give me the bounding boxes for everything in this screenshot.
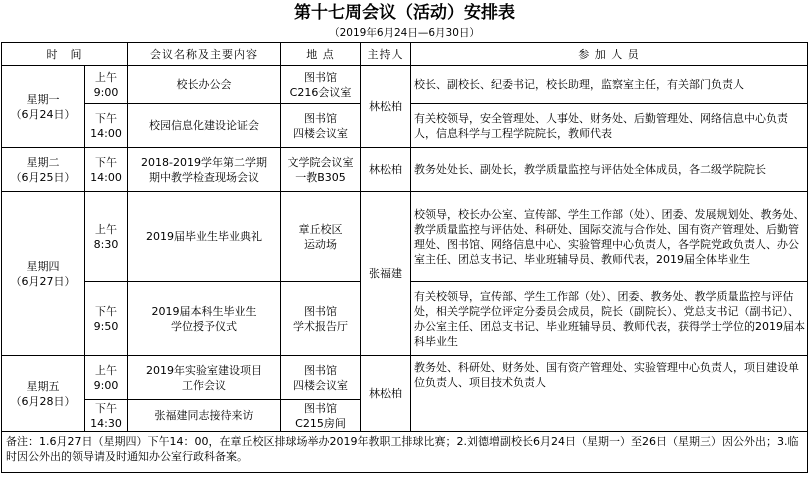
time-cell: 下午 14:30	[85, 400, 128, 432]
meeting-name: 张福建同志接待来访	[128, 400, 281, 432]
attendees-cell: 校长、副校长、纪委书记，校长助理，监察室主任，有关部门负责人	[411, 66, 808, 104]
col-header-host: 主持人	[361, 43, 411, 66]
time-cell: 上午 9:00	[85, 356, 128, 400]
attendees-cell: 教务处、科研处、财务处、国有资产管理处、实验管理中心负责人，项目建设单位负责人、项目技术负责人	[411, 356, 808, 432]
day-cell-thursday: 星期四 （6月27日）	[2, 192, 85, 356]
meeting-place: 图书馆 四楼会议室	[281, 104, 361, 148]
col-header-attendees: 参 加 人 员	[411, 43, 808, 66]
table-row	[2, 66, 808, 104]
table-row	[2, 356, 808, 400]
schedule-table	[1, 42, 808, 473]
table-header-row	[2, 43, 808, 66]
time-cell: 上午 9:00	[85, 66, 128, 104]
attendees-cell: 教务处处长、副处长，教学质量监控与评估处全体成员，各二级学院院长	[411, 148, 808, 192]
meeting-name: 2018-2019学年第二学期 期中教学检查现场会议	[128, 148, 281, 192]
attendees-cell: 校领导，校长办公室、宣传部、学生工作部（处）、团委、发展规划处、教务处、教学质量监控与评估处、科研处、国际交流与合作处、国有资产管理处、后勤管理处、图书馆、网络信息中心、实验管理中心负责人，各学院党政负责人、办公室主任、团总支书记、毕业班辅导员、教师代表，2019届全体毕业生	[411, 192, 808, 282]
meeting-name: 2019届毕业生毕业典礼	[128, 192, 281, 282]
meeting-place: 图书馆 C216会议室	[281, 66, 361, 104]
meeting-place: 章丘校区 运动场	[281, 192, 361, 282]
meeting-name: 校园信息化建设论证会	[128, 104, 281, 148]
col-header-time: 时 间	[2, 43, 128, 66]
notes-row	[2, 432, 808, 473]
attendees-cell: 有关校领导，安全管理处、人事处、财务处、后勤管理处、网络信息中心负责人，信息科学与工程学院院长，教师代表	[411, 104, 808, 148]
page-title: 第十七周会议（活动）安排表	[294, 3, 515, 23]
attendees-cell: 有关校领导，宣传部、学生工作部（处）、团委、教务处、教学质量监控与评估处，相关学院学位评定分委员会成员，院长（副院长）、党总支书记（副书记）、办公室主任、团总支书记、毕业班辅导员、教师代表，获得学士学位的2019届本科毕业生	[411, 282, 808, 356]
meeting-name: 2019年实验室建设项目 工作会议	[128, 356, 281, 400]
col-header-name: 会议名称及主要内容	[128, 43, 281, 66]
day-cell-tuesday: 星期二 （6月25日）	[2, 148, 85, 192]
meeting-place: 图书馆 四楼会议室	[281, 356, 361, 400]
meeting-name: 校长办公会	[128, 66, 281, 104]
table-row	[2, 148, 808, 192]
host-cell: 张福建	[361, 192, 411, 356]
notes-text: 备注：1.6月27日（星期四）下午14：00，在章丘校区排球场举办2019年教职工排球比赛；2.刘德增副校长6月24日（星期一）至26日（星期三）因公外出；3.临时因公外出的领导请及时通知办公室行政科备案。	[2, 432, 808, 473]
meeting-place: 图书馆 C215房间	[281, 400, 361, 432]
host-cell: 林松柏	[361, 66, 411, 148]
meeting-place: 图书馆 学术报告厅	[281, 282, 361, 356]
day-cell-friday: 星期五 （6月28日）	[2, 356, 85, 432]
host-cell: 林松柏	[361, 148, 411, 192]
col-header-place: 地 点	[281, 43, 361, 66]
table-row	[2, 192, 808, 282]
date-range: （2019年6月24日—6月30日）	[329, 27, 480, 39]
meeting-name: 2019届本科生毕业生 学位授予仪式	[128, 282, 281, 356]
meeting-place: 文学院会议室 一教B305	[281, 148, 361, 192]
time-cell: 上午 8:30	[85, 192, 128, 282]
time-cell: 下午 14:00	[85, 148, 128, 192]
time-cell: 下午 9:50	[85, 282, 128, 356]
time-cell: 下午 14:00	[85, 104, 128, 148]
host-cell: 林松柏	[361, 356, 411, 432]
day-cell-monday: 星期一 （6月24日）	[2, 66, 85, 148]
